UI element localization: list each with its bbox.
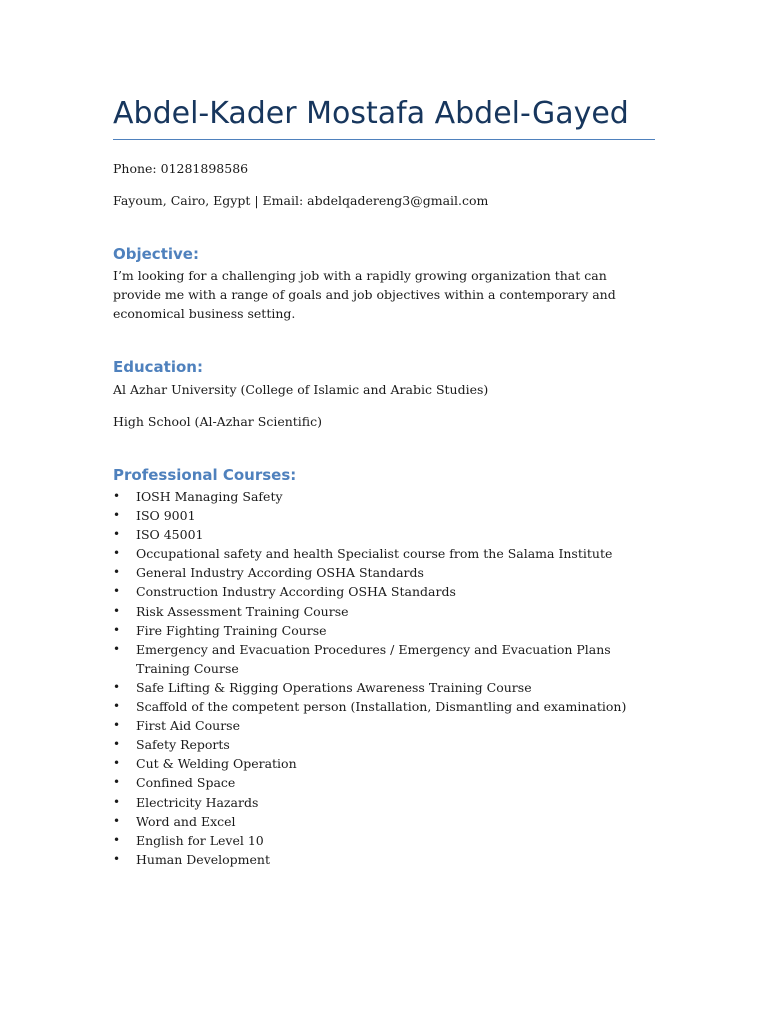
course-item bbox=[113, 678, 636, 697]
bullet-icon: • bbox=[113, 813, 121, 828]
course-label: Confined Space bbox=[136, 775, 236, 791]
course-item bbox=[113, 544, 636, 563]
course-item bbox=[113, 506, 636, 525]
bullet-icon: • bbox=[113, 775, 121, 790]
course-item bbox=[113, 621, 636, 640]
course-item bbox=[113, 563, 636, 582]
bullet-icon: • bbox=[113, 718, 121, 733]
course-item bbox=[113, 697, 636, 716]
course-label: Fire Fighting Training Course bbox=[136, 622, 327, 638]
course-label: ISO 9001 bbox=[136, 508, 196, 524]
course-item bbox=[113, 640, 636, 678]
candidate-name: Abdel-Kader Mostafa Abdel-Gayed bbox=[113, 96, 629, 131]
bullet-icon: • bbox=[113, 565, 121, 580]
objective-heading: Objective: bbox=[113, 245, 199, 263]
course-item bbox=[113, 602, 636, 621]
education-heading: Education: bbox=[113, 358, 203, 376]
course-item bbox=[113, 754, 636, 773]
course-item bbox=[113, 850, 636, 869]
course-label: First Aid Course bbox=[136, 718, 240, 734]
bullet-icon: • bbox=[113, 584, 121, 599]
course-label: General Industry According OSHA Standards bbox=[136, 565, 424, 581]
bullet-icon: • bbox=[113, 603, 121, 618]
course-label: Electricity Hazards bbox=[136, 794, 259, 810]
bullet-icon: • bbox=[113, 527, 121, 542]
course-label: Cut & Welding Operation bbox=[136, 756, 297, 772]
address-email-line: Fayoum, Cairo, Egypt | Email: abdelqadereng3@gmail.com bbox=[113, 193, 489, 208]
course-label: IOSH Managing Safety bbox=[136, 489, 283, 504]
course-item bbox=[113, 716, 636, 735]
courses-list bbox=[113, 487, 655, 869]
course-item bbox=[113, 793, 636, 812]
course-item bbox=[113, 487, 636, 506]
course-label: ISO 45001 bbox=[136, 527, 204, 543]
course-label: Construction Industry According OSHA Standards bbox=[136, 584, 456, 600]
education-item: Al Azhar University (College of Islamic and Arabic Studies) bbox=[113, 382, 489, 397]
bullet-icon: • bbox=[113, 756, 121, 771]
course-label: Emergency and Evacuation Procedures / Emergency and Evacuation Plans Training Course bbox=[136, 641, 611, 676]
bullet-icon: • bbox=[113, 737, 121, 752]
course-item bbox=[113, 735, 636, 754]
course-label: English for Level 10 bbox=[136, 832, 264, 848]
bullet-icon: • bbox=[113, 699, 121, 714]
bullet-icon: • bbox=[113, 794, 121, 809]
bullet-icon: • bbox=[113, 622, 121, 637]
course-item bbox=[113, 773, 636, 792]
bullet-icon: • bbox=[113, 851, 121, 866]
phone-line: Phone: 01281898586 bbox=[113, 161, 249, 176]
course-label: Occupational safety and health Specialist course from the Salama Institute bbox=[136, 546, 613, 562]
title-divider bbox=[113, 139, 655, 140]
course-item bbox=[113, 831, 636, 850]
bullet-icon: • bbox=[113, 508, 121, 523]
course-label: Safety Reports bbox=[136, 737, 230, 753]
bullet-icon: • bbox=[113, 641, 121, 656]
course-label: Risk Assessment Training Course bbox=[136, 603, 349, 619]
courses-heading: Professional Courses: bbox=[113, 466, 297, 484]
bullet-icon: • bbox=[113, 832, 121, 847]
bullet-icon: • bbox=[113, 546, 121, 561]
bullet-icon: • bbox=[113, 489, 121, 503]
course-item bbox=[113, 812, 636, 831]
objective-text: I’m looking for a challenging job with a rapidly growing organization that can provide me with a range of goals and job objectives within a contemporary and economical business setting. bbox=[113, 268, 616, 322]
course-label: Word and Excel bbox=[136, 813, 236, 829]
course-label: Scaffold of the competent person (Installation, Dismantling and examination) bbox=[136, 699, 627, 715]
course-label: Human Development bbox=[136, 851, 271, 867]
course-label: Safe Lifting & Rigging Operations Awareness Training Course bbox=[136, 679, 532, 695]
bullet-icon: • bbox=[113, 679, 121, 694]
education-item: High School (Al-Azhar Scientific) bbox=[113, 414, 322, 429]
course-item bbox=[113, 525, 636, 544]
course-item bbox=[113, 582, 636, 601]
